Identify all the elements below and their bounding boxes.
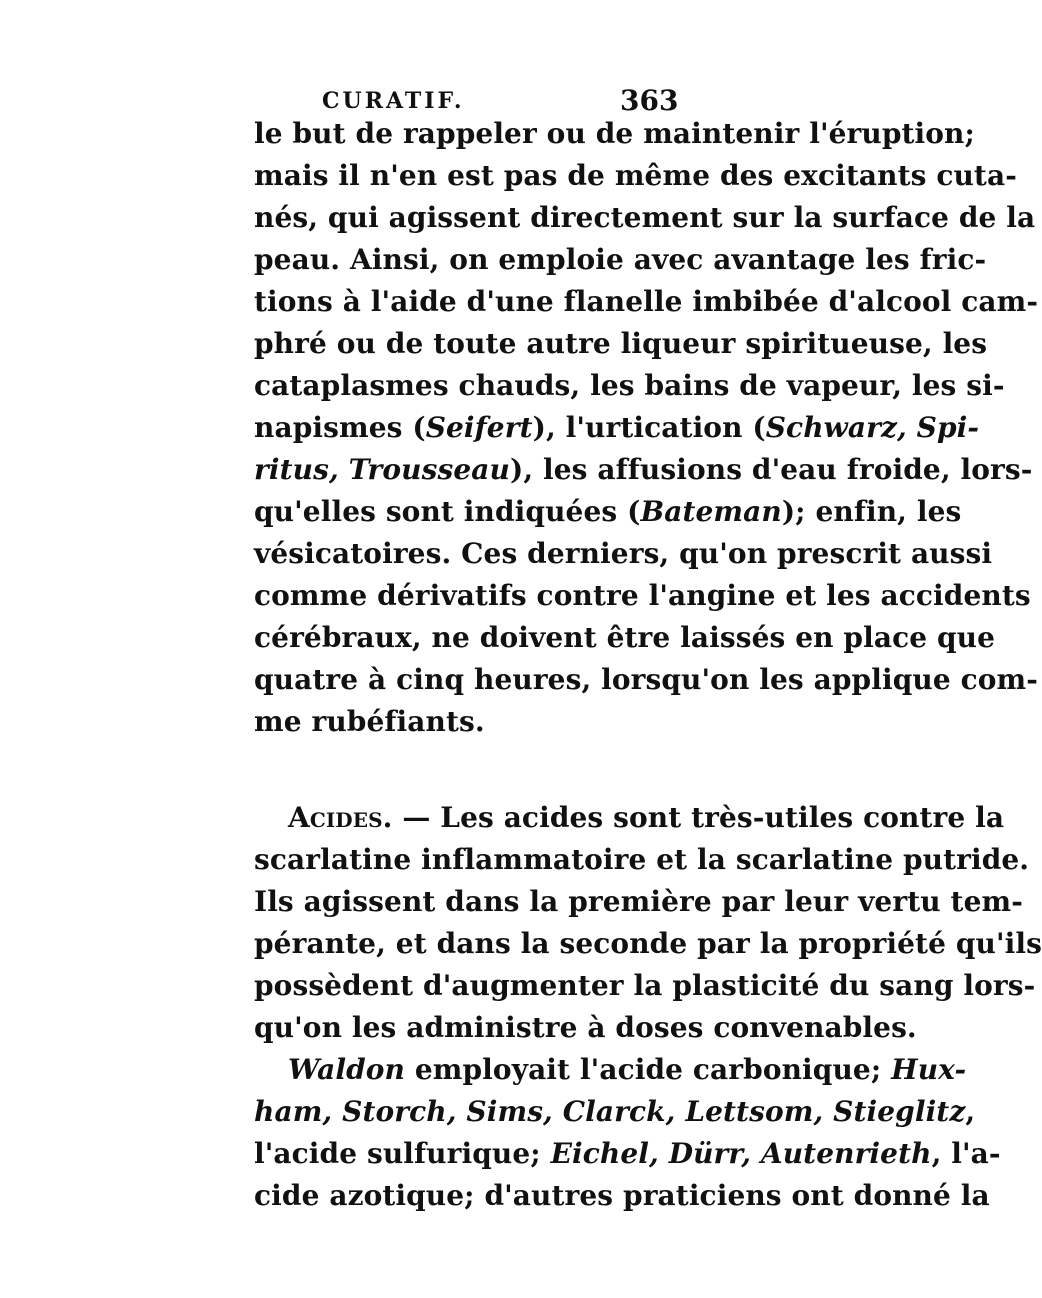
text-line: peau. Ainsi, on emploie avec avantage les fric- <box>254 243 987 276</box>
page-number: 363 <box>620 84 679 117</box>
section-heading: Acides. <box>288 801 393 834</box>
author-names: ritus, Trousseau <box>254 453 510 486</box>
text-line: pérante, et dans la seconde par la propriété qu'ils <box>254 927 1042 960</box>
text-line: mais il n'en est pas de même des excitants cuta- <box>254 159 1017 192</box>
text-line <box>254 494 962 530</box>
text-run: ), l'urtication ( <box>532 411 766 444</box>
text-run: qu'elles sont indiquées ( <box>254 495 641 528</box>
text-line: cérébraux, ne doivent être laissés en place que <box>254 621 996 654</box>
text-line: quatre à cinq heures, lorsqu'on les applique com- <box>254 663 1038 696</box>
text-line <box>254 410 980 446</box>
running-title: CURATIF. <box>322 88 465 114</box>
author-name: Waldon <box>288 1053 406 1086</box>
author-name: Seifert <box>425 411 533 444</box>
text-line: phré ou de toute autre liqueur spiritueuse, les <box>254 327 988 360</box>
text-run: ); enfin, les <box>781 495 962 528</box>
text-line <box>288 1052 967 1088</box>
text-line <box>254 1136 1001 1172</box>
text-run: , <box>965 1095 976 1128</box>
text-line: vésicatoires. Ces derniers, qu'on prescrit aussi <box>254 537 993 570</box>
text-line: me rubéfiants. <box>254 705 485 738</box>
text-line <box>254 1094 976 1130</box>
author-names: Schwarz, Spi- <box>765 411 980 444</box>
text-line <box>254 452 1033 488</box>
text-run: l'acide sulfurique; <box>254 1137 551 1170</box>
text-line <box>288 800 1005 836</box>
text-run: — Les acides sont très-utiles contre la <box>392 801 1005 834</box>
text-line: cataplasmes chauds, les bains de vapeur, les si- <box>254 369 1005 402</box>
text-line: scarlatine inflammatoire et la scarlatine putride. <box>254 843 1030 876</box>
text-line: tions à l'aide d'une flanelle imbibée d'alcool cam- <box>254 285 1039 318</box>
author-name: Hux- <box>891 1053 967 1086</box>
text-line: le but de rappeler ou de maintenir l'éruption; <box>254 117 975 150</box>
author-names: ham, Storch, Sims, Clarck, Lettsom, Stieglitz <box>254 1095 966 1128</box>
text-run: employait l'acide carbonique; <box>405 1053 892 1086</box>
text-line: comme dérivatifs contre l'angine et les accidents <box>254 579 1031 612</box>
text-line: possèdent d'augmenter la plasticité du sang lors- <box>254 969 1036 1002</box>
text-line: Ils agissent dans la première par leur vertu tem- <box>254 885 1023 918</box>
text-run: , l'a- <box>931 1137 1001 1170</box>
text-line: nés, qui agissent directement sur la surface de la <box>254 201 1036 234</box>
text-run: ), les affusions d'eau froide, lors- <box>509 453 1033 486</box>
text-line: cide azotique; d'autres praticiens ont donné la <box>254 1179 990 1212</box>
text-line: qu'on les administre à doses convenables. <box>254 1011 917 1044</box>
author-names: Eichel, Dürr, Autenrieth <box>550 1137 932 1170</box>
author-name: Bateman <box>640 495 782 528</box>
text-run: napismes ( <box>254 411 426 444</box>
